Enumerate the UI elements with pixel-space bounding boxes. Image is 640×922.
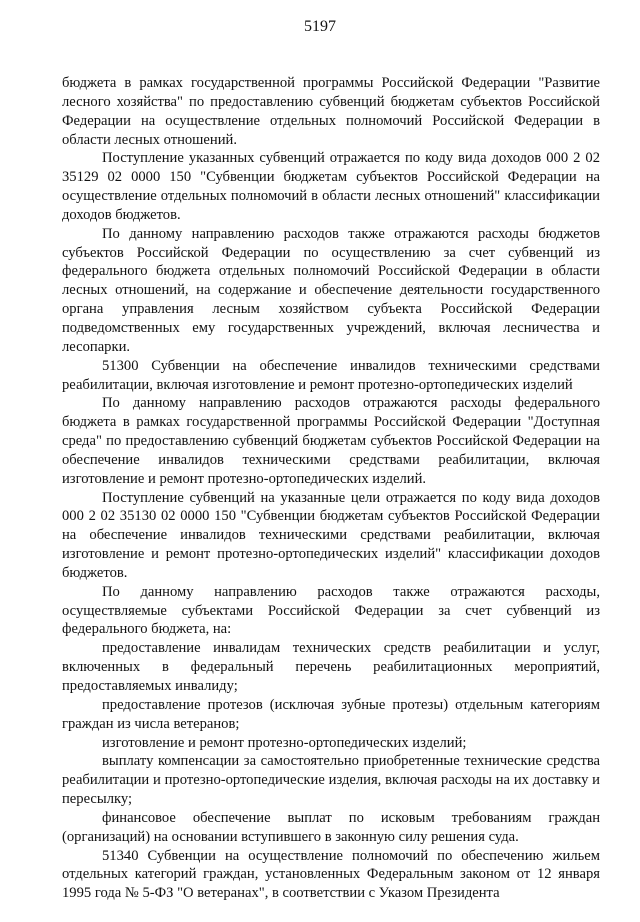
list-item: изготовление и ремонт протезно-ортопедических изделий; — [102, 734, 467, 751]
list-item: финансовое обеспечение выплат по исковым требованиям граждан (организаций) на основании вступившего в законную силу решения суда. — [62, 809, 600, 845]
page-number: 5197 — [304, 18, 336, 35]
paragraph: По данному направлению расходов также отражаются расходы бюджетов субъектов Российской Федерации по осуществлению за счет субвенций из федерального бюджета отдельных полномочий Российской Федерации в области лесных отношений, на содержание и обеспечение деятельности государственного органа управления лесным хозяйством субъекта Российской Федерации подведомственных ему государственных учреждений, включая лесничества и лесопарки. — [62, 225, 600, 355]
section-heading-51340: 51340 Субвенции на осуществление полномочий по обеспечению жильем отдельных категорий граждан, установленных Федеральным законом от 12 января 1995 года № 5-ФЗ "О ветеранах", в соответствии с Указом Президента — [62, 847, 600, 902]
list-item: предоставление протезов (исключая зубные протезы) отдельным категориям граждан из числа ветеранов; — [62, 696, 600, 732]
paragraph: Поступление указанных субвенций отражается по коду вида доходов 000 2 02 35129 02 0000 150 "Субвенции бюджетам субъектов Российской Федерации на осуществление отдельных полномочий в области лесных отношений" классификации доходов бюджетов. — [62, 150, 600, 223]
list-item: предоставление инвалидам технических средств реабилитации и услуг, включенных в федеральный перечень реабилитационных мероприятий, предоставляемых инвалиду; — [62, 640, 600, 694]
paragraph: По данному направлению расходов отражаются расходы федерального бюджета в рамках государственной программы Российской Федерации "Доступная среда" по предоставлению субвенций бюджетам субъектов Российской Федерации на обеспечение инвалидов техническими средствами реабилитации, включая изготовление и ремонт протезно-ортопедических изделий. — [62, 395, 600, 487]
list-item: выплату компенсации за самостоятельно приобретенные технические средства реабилитации и протезно-ортопедические изделия, включая расходы на их доставку и пересылку; — [62, 753, 600, 808]
paragraph: Поступление субвенций на указанные цели отражается по коду вида доходов 000 2 02 35130 02 0000 150 "Субвенции бюджетам субъектов Российской Федерации на обеспечение инвалидов техническими средствами реабилитации, включая изготовление и ремонт протезно-ортопедических изделий" классификации доходов бюджетов. — [62, 489, 600, 581]
paragraph: По данному направлению расходов также отражаются расходы, осуществляемые субъектами Российской Федерации за счет субвенций из федерального бюджета, на: — [62, 583, 600, 638]
document-body — [62, 74, 600, 903]
paragraph: бюджета в рамках государственной программы Российской Федерации "Развитие лесного хозяйства" по предоставлению субвенций бюджетам субъектов Российской Федерации на осуществление отдельных полномочий Российской Федерации в области лесных отношений. — [62, 75, 600, 148]
section-heading-51300: 51300 Субвенции на обеспечение инвалидов техническими средствами реабилитации, включая изготовление и ремонт протезно-ортопедических изделий — [62, 357, 600, 393]
